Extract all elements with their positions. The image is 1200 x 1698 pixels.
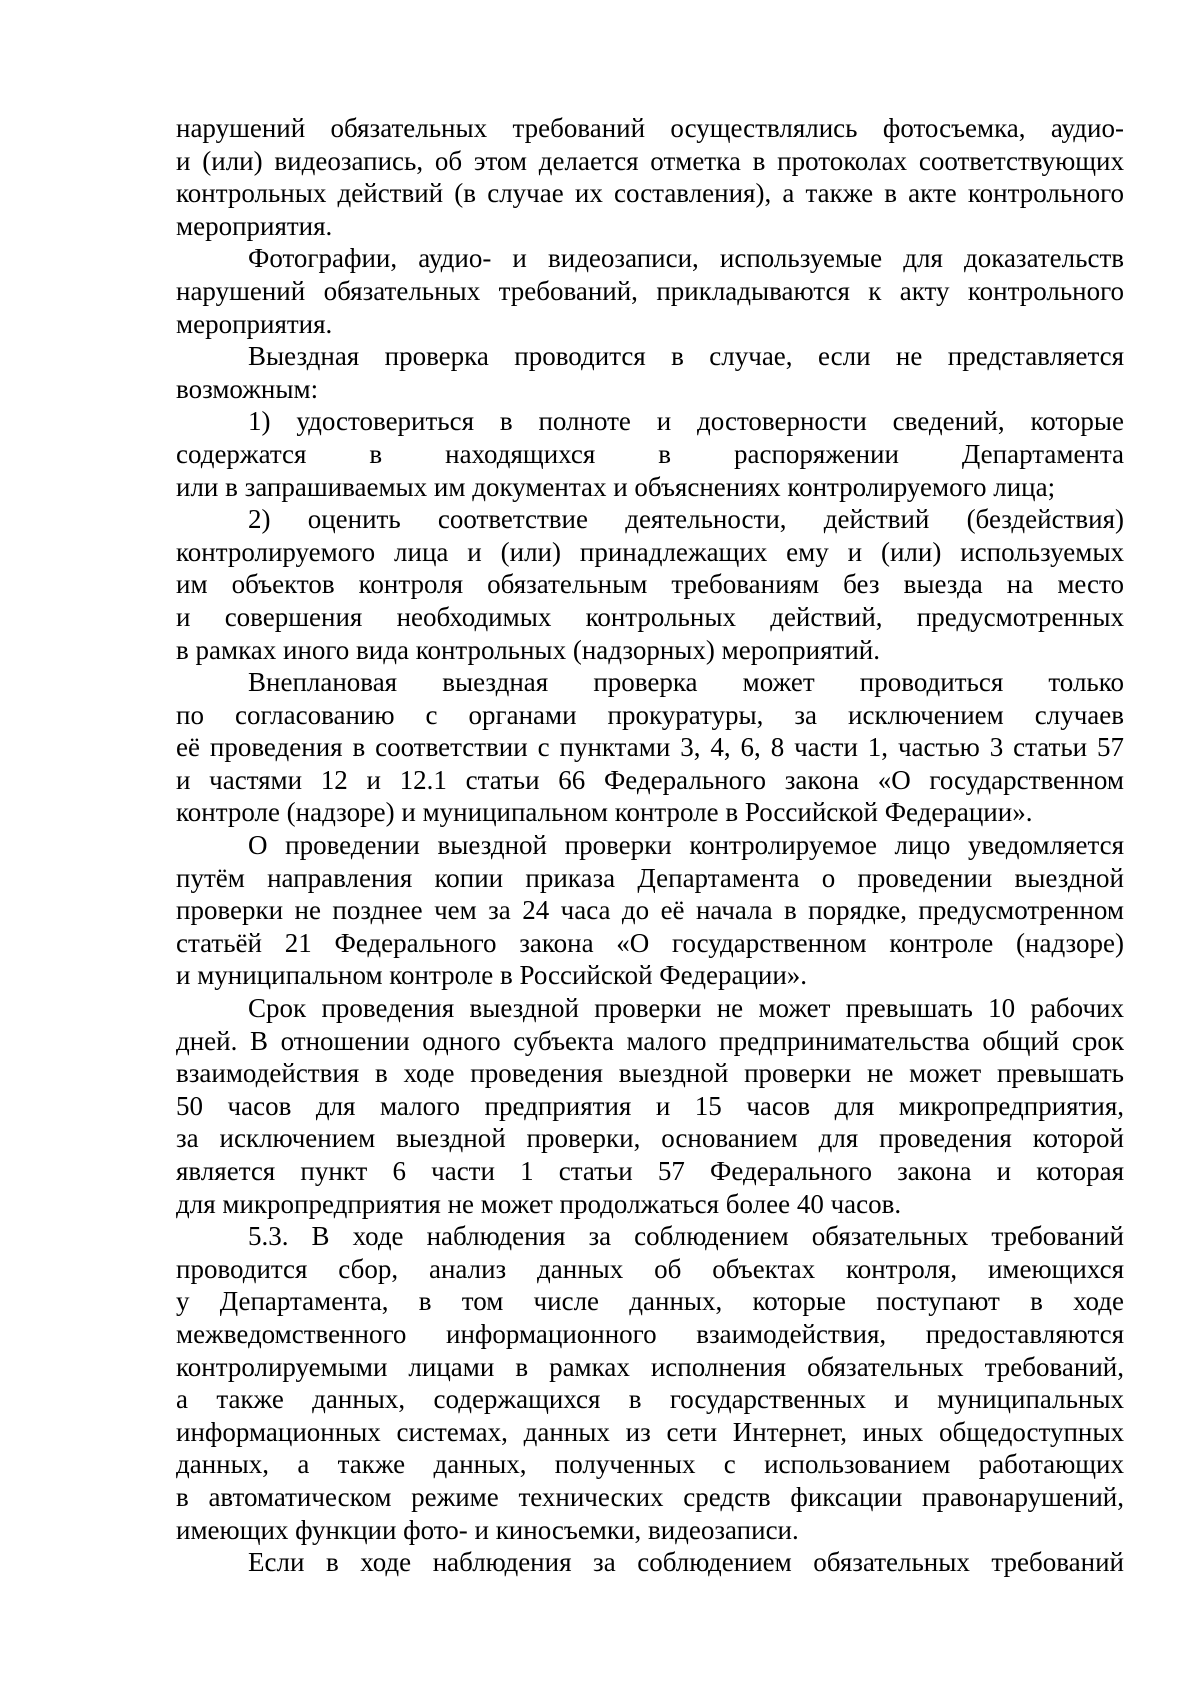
text-line: и совершения необходимых контрольных действий, предусмотренных	[176, 601, 1124, 632]
text-line: и частями 12 и 12.1 статьи 66 Федерального закона «О государственном	[176, 764, 1124, 795]
text-line: контрольных действий (в случае их составления), а также в акте контрольного	[176, 178, 1124, 209]
text-line: и муниципальном контроле в Российской Федерации».	[176, 960, 808, 991]
paragraph-first-line: Если в ходе наблюдения за соблюдением обязательных требований	[248, 1547, 1124, 1578]
text-line: а также данных, содержащихся в государственных и муниципальных	[176, 1384, 1124, 1415]
text-line: за исключением выездной проверки, основанием для проведения которой	[176, 1123, 1124, 1154]
text-line: или в запрашиваемых им документах и объяснениях контролируемого лица;	[176, 471, 1056, 502]
text-line: путём направления копии приказа Департамента о проведении выездной	[176, 862, 1124, 893]
paragraph-first-line: Внеплановая выездная проверка может проводиться только	[248, 667, 1124, 698]
text-line: им объектов контроля обязательным требованиям без выезда на место	[176, 569, 1124, 600]
section-first-line: 5.3. В ходе наблюдения за соблюдением обязательных требований	[248, 1221, 1124, 1252]
text-line: имеющих функции фото- и киносъемки, видеозаписи.	[176, 1514, 799, 1545]
text-line: данных, а также данных, полученных с использованием работающих	[176, 1449, 1124, 1480]
text-line: контролируемого лица и (или) принадлежащих ему и (или) используемых	[176, 536, 1124, 567]
text-line: нарушений обязательных требований осуществлялись фотосъемка, аудио-	[176, 113, 1124, 143]
text-line: по согласованию с органами прокуратуры, за исключением случаев	[176, 699, 1124, 730]
text-line: контроле (надзоре) и муниципальном контроле в Российской Федерации».	[176, 797, 1033, 828]
paragraph-first-line: Выездная проверка проводится в случае, если не представляется	[248, 341, 1124, 372]
text-line: содержатся в находящихся в распоряжении Департамента	[176, 438, 1124, 469]
text-line: мероприятия.	[176, 308, 333, 339]
paragraph-first-line: Срок проведения выездной проверки не может превышать 10 рабочих	[248, 993, 1124, 1024]
text-line: у Департамента, в том числе данных, которые поступают в ходе	[176, 1286, 1124, 1317]
text-line: взаимодействия в ходе проведения выездной проверки не может превышать	[176, 1058, 1124, 1089]
document-body	[176, 112, 1124, 1579]
text-line: мероприятия.	[176, 210, 333, 241]
text-line: в автоматическом режиме технических средств фиксации правонарушений,	[176, 1481, 1124, 1512]
text-line: контролируемыми лицами в рамках исполнения обязательных требований,	[176, 1351, 1124, 1382]
text-line: проверки не позднее чем за 24 часа до её начала в порядке, предусмотренном	[176, 895, 1124, 926]
text-line: для микропредприятия не может продолжаться более 40 часов.	[176, 1188, 902, 1219]
text-line: является пункт 6 части 1 статьи 57 Федерального закона и которая	[176, 1156, 1124, 1186]
paragraph-first-line: Фотографии, аудио- и видеозаписи, используемые для доказательств	[248, 243, 1124, 274]
text-line: возможным:	[176, 373, 319, 404]
paragraph-first-line: О проведении выездной проверки контролируемое лицо уведомляется	[248, 830, 1124, 861]
text-line: дней. В отношении одного субъекта малого предпринимательства общий срок	[176, 1025, 1124, 1056]
text-line: межведомственного информационного взаимодействия, предоставляются	[176, 1318, 1124, 1349]
text-line: в рамках иного вида контрольных (надзорных) мероприятий.	[176, 634, 880, 665]
text-line: и (или) видеозапись, об этом делается отметка в протоколах соответствующих	[176, 145, 1124, 176]
text-line: 50 часов для малого предприятия и 15 часов для микропредприятия,	[176, 1090, 1124, 1121]
text-line: нарушений обязательных требований, прикладываются к акту контрольного	[176, 275, 1124, 306]
text-line: статьёй 21 Федерального закона «О государственном контроле (надзоре)	[176, 927, 1124, 958]
list-item-first-line: 2) оценить соответствие деятельности, действий (бездействия)	[248, 504, 1124, 535]
text-line: проводится сбор, анализ данных об объектах контроля, имеющихся	[176, 1253, 1124, 1284]
text-line: информационных системах, данных из сети Интернет, иных общедоступных	[176, 1416, 1124, 1447]
list-item-first-line: 1) удостовериться в полноте и достоверности сведений, которые	[248, 406, 1124, 437]
text-line: её проведения в соответствии с пунктами 3, 4, 6, 8 части 1, частью 3 статьи 57	[176, 732, 1124, 763]
